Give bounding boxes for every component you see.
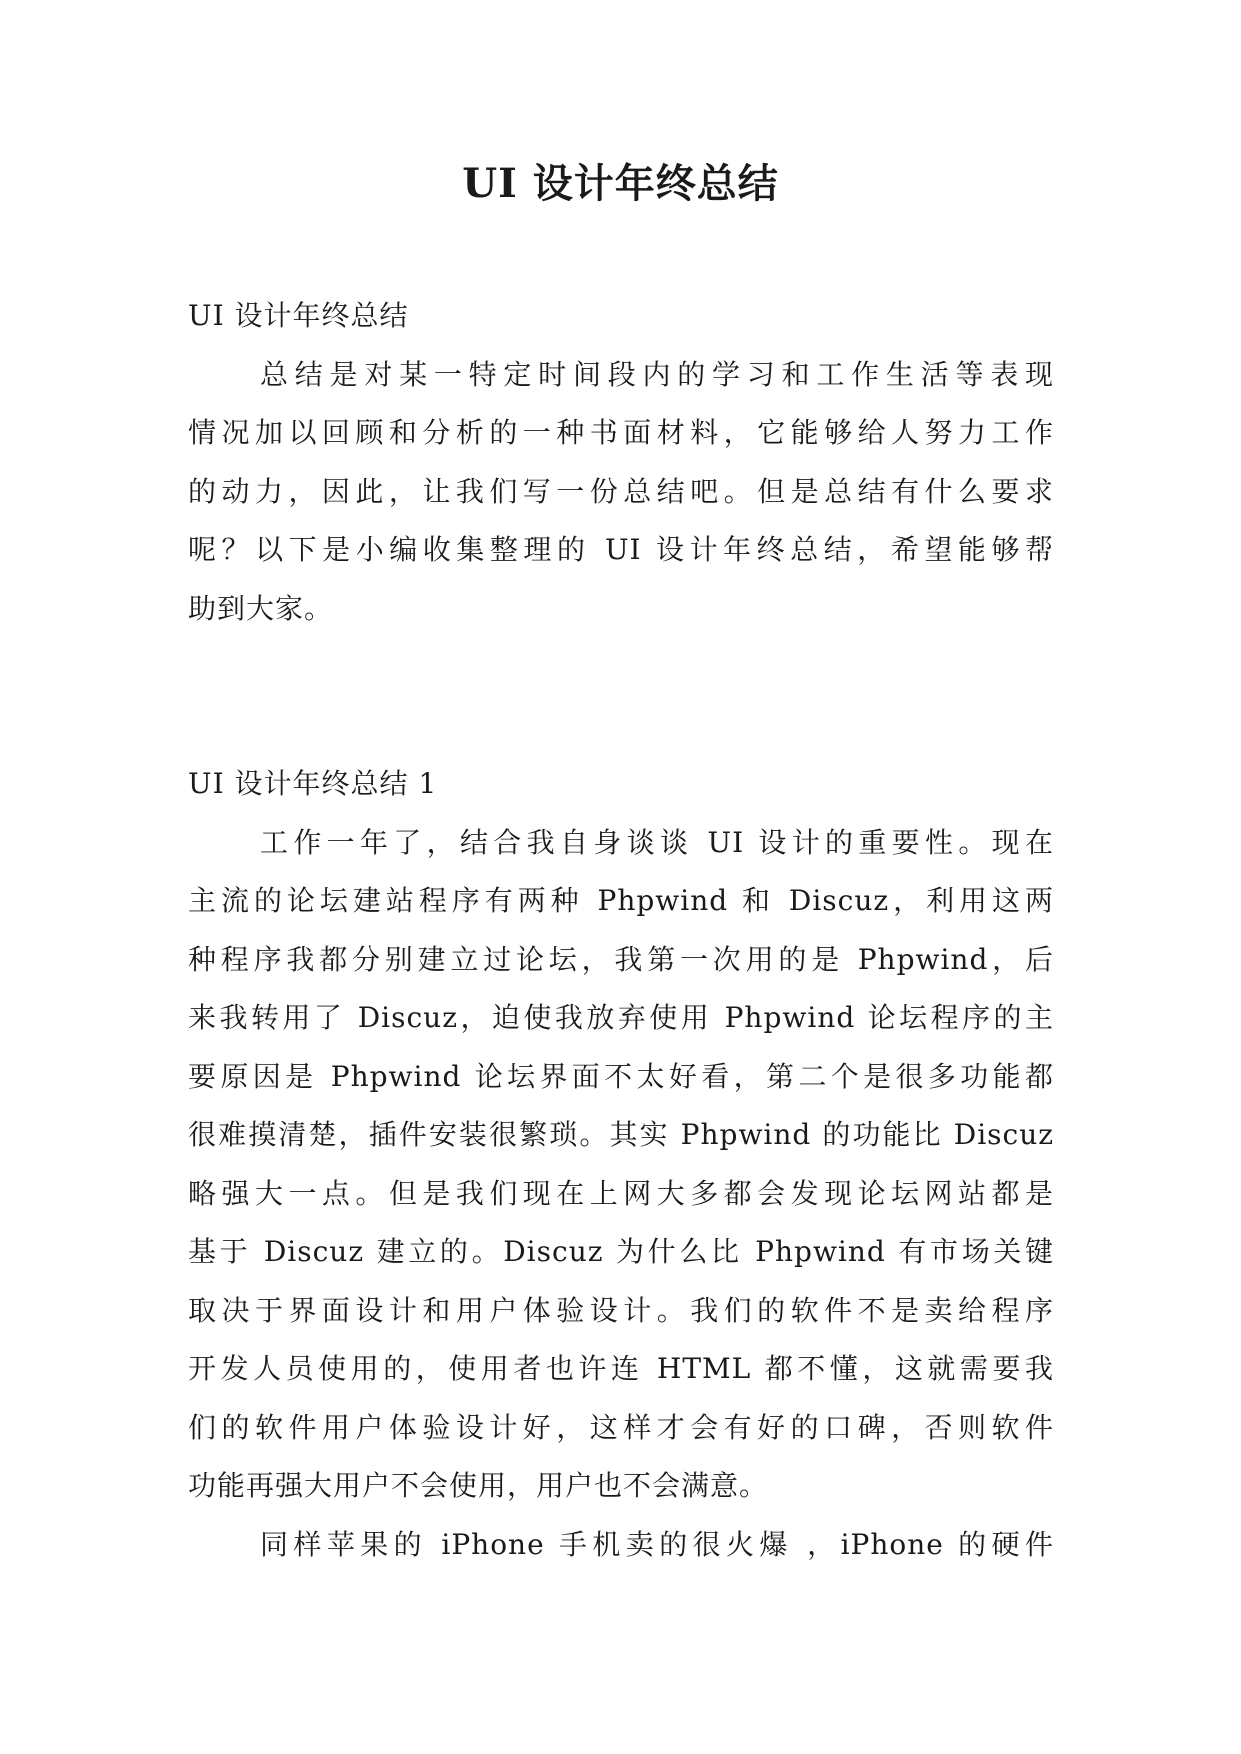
section1-paragraph1-line: 种程序我都分别建立过论坛，我第一次用的是 Phpwind，后 xyxy=(188,942,1054,976)
section1-paragraph1-line: 基于 Discuz 建立的。Discuz 为什么比 Phpwind 有市场关键 xyxy=(188,1235,1054,1268)
section1-paragraph1-line: 们的软件用户体验设计好，这样才会有好的口碑，否则软件 xyxy=(188,1410,1054,1444)
section1-paragraph1-line: 工作一年了，结合我自身谈谈 UI 设计的重要性。现在 xyxy=(260,825,1054,859)
intro-heading: UI 设计年终总结 xyxy=(188,299,409,332)
section-spacer xyxy=(188,638,1054,755)
document-body xyxy=(188,287,1054,1574)
section1-paragraph1-line: 要原因是 Phpwind 论坛界面不太好看，第二个是很多功能都 xyxy=(188,1059,1054,1093)
section1-paragraph1-line: 取决于界面设计和用户体验设计。我们的软件不是卖给程序 xyxy=(188,1293,1054,1327)
document-title: UI 设计年终总结 xyxy=(462,160,779,207)
section1-paragraph1-line: 很难摸清楚，插件安装很繁琐。其实 Phpwind 的功能比 Discuz xyxy=(188,1118,1054,1151)
intro-line: 总结是对某一特定时间段内的学习和工作生活等表现 xyxy=(260,357,1054,391)
section1-heading: UI 设计年终总结 1 xyxy=(188,767,438,800)
section1-paragraph2-line: 同样苹果的 iPhone 手机卖的很火爆 ，iPhone 的硬件 xyxy=(260,1527,1054,1561)
intro-line: 情况加以回顾和分析的一种书面材料，它能够给人努力工作 xyxy=(188,416,1054,449)
section1-paragraph1-line: 来我转用了 Discuz，迫使我放弃使用 Phpwind 论坛程序的主 xyxy=(188,1001,1054,1034)
section1-paragraph1-line: 略强大一点。但是我们现在上网大多都会发现论坛网站都是 xyxy=(188,1176,1054,1210)
section1-paragraph1-line: 开发人员使用的，使用者也许连 HTML 都不懂，这就需要我 xyxy=(188,1352,1054,1385)
intro-line: 的动力，因此，让我们写一份总结吧。但是总结有什么要求 xyxy=(188,474,1054,508)
intro-line: 呢？以下是小编收集整理的 UI 设计年终总结，希望能够帮 xyxy=(188,533,1054,566)
section1-paragraph1-line: 功能再强大用户不会使用，用户也不会满意。 xyxy=(188,1469,769,1502)
section1-paragraph1-line: 主流的论坛建站程序有两种 Phpwind 和 Discuz，利用这两 xyxy=(188,884,1054,917)
intro-line: 助到大家。 xyxy=(188,591,334,625)
